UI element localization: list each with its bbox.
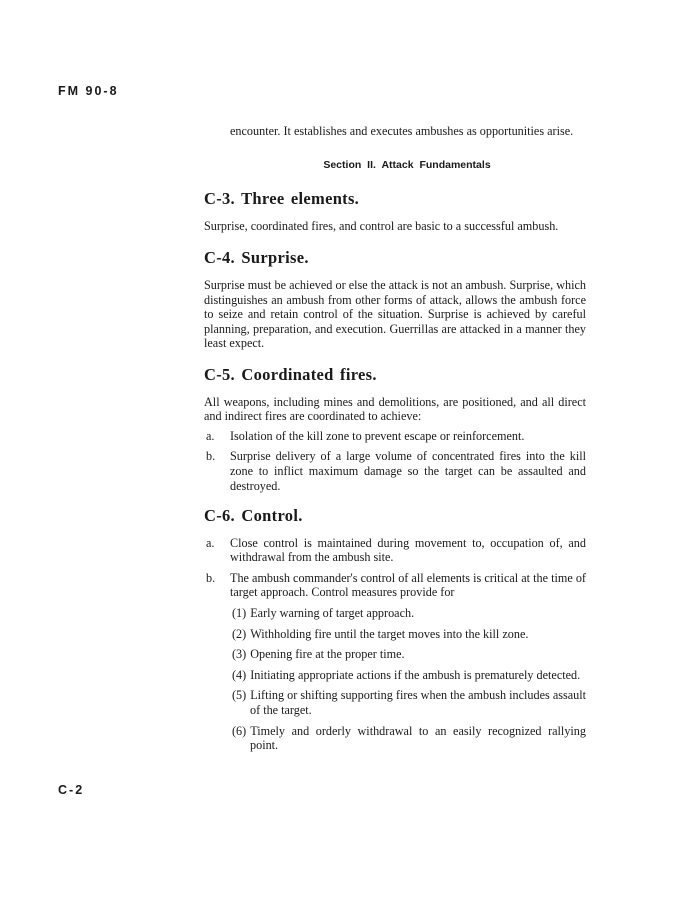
sub-item-text: Lifting or shifting supporting fires when the ambush includes assault of the target.	[250, 688, 586, 718]
page-header-manual-id: FM 90-8	[58, 84, 119, 98]
section-title: Section II. Attack Fundamentals	[323, 158, 491, 171]
sub-item-text: Timely and orderly withdrawal to an easily recognized rallying point.	[250, 723, 586, 753]
sub-item-5	[204, 688, 586, 717]
sub-item-text: Early warning of target approach.	[250, 606, 415, 621]
list-item-text: Isolation of the kill zone to prevent escape or reinforcement.	[230, 428, 525, 443]
sub-item-number: (4)	[232, 667, 247, 682]
list-item-c6-a	[204, 536, 586, 565]
list-marker: a.	[206, 535, 215, 550]
list-item-c6-b	[204, 571, 586, 600]
sub-item-1	[204, 606, 586, 621]
heading-c4: C-4. Surprise.	[204, 248, 309, 268]
page-content	[204, 124, 586, 753]
list-marker: b.	[206, 570, 216, 585]
sub-item-4	[204, 668, 586, 683]
sub-item-text: Opening fire at the proper time.	[250, 647, 405, 662]
paragraph-c5: All weapons, including mines and demolitions, are positioned, and all direct and indirect fires are coordinated to achieve:	[204, 394, 586, 424]
sub-item-number: (3)	[232, 647, 247, 662]
heading-c3: C-3. Three elements.	[204, 189, 360, 209]
sub-item-number: (2)	[232, 626, 247, 641]
list-item-text: Close control is maintained during movement to, occupation of, and withdrawal from the ambush site.	[230, 535, 586, 565]
list-item-c5-b	[204, 449, 586, 493]
list-marker: a.	[206, 428, 215, 443]
sub-item-number: (6)	[232, 723, 247, 738]
paragraph-c3: Surprise, coordinated fires, and control are basic to a successful ambush.	[204, 218, 559, 233]
sub-item-text: Withholding fire until the target moves into the kill zone.	[250, 626, 529, 641]
sub-item-number: (5)	[232, 688, 247, 703]
sub-item-number: (1)	[232, 606, 247, 621]
list-marker: b.	[206, 449, 216, 464]
list-item-text: Surprise delivery of a large volume of concentrated fires into the kill zone to inflict maximum damage so the target can be assaulted and destroyed.	[230, 449, 586, 493]
page-footer-number: C-2	[58, 783, 85, 797]
sub-item-text: Initiating appropriate actions if the ambush is prematurely detected.	[250, 667, 581, 682]
list-item-text: The ambush commander's control of all elements is critical at the time of target approach. Control measures provide for	[230, 570, 586, 600]
list-item-c5-a	[204, 429, 586, 444]
heading-c6: C-6. Control.	[204, 506, 303, 526]
sub-item-6	[204, 724, 586, 753]
sub-item-2	[204, 627, 586, 642]
sub-item-3	[204, 647, 586, 662]
paragraph-c4: Surprise must be achieved or else the attack is not an ambush. Surprise, which distinguishes an ambush from other forms of attack, allows the ambush force to seize and retain control of the situation. Surprise is achieved by careful planning, preparation, and execution. Guerrillas are attacked in a manner they least expect.	[204, 277, 586, 351]
heading-c5: C-5. Coordinated fires.	[204, 364, 377, 384]
continuation-paragraph: encounter. It establishes and executes ambushes as opportunities arise.	[230, 124, 574, 138]
